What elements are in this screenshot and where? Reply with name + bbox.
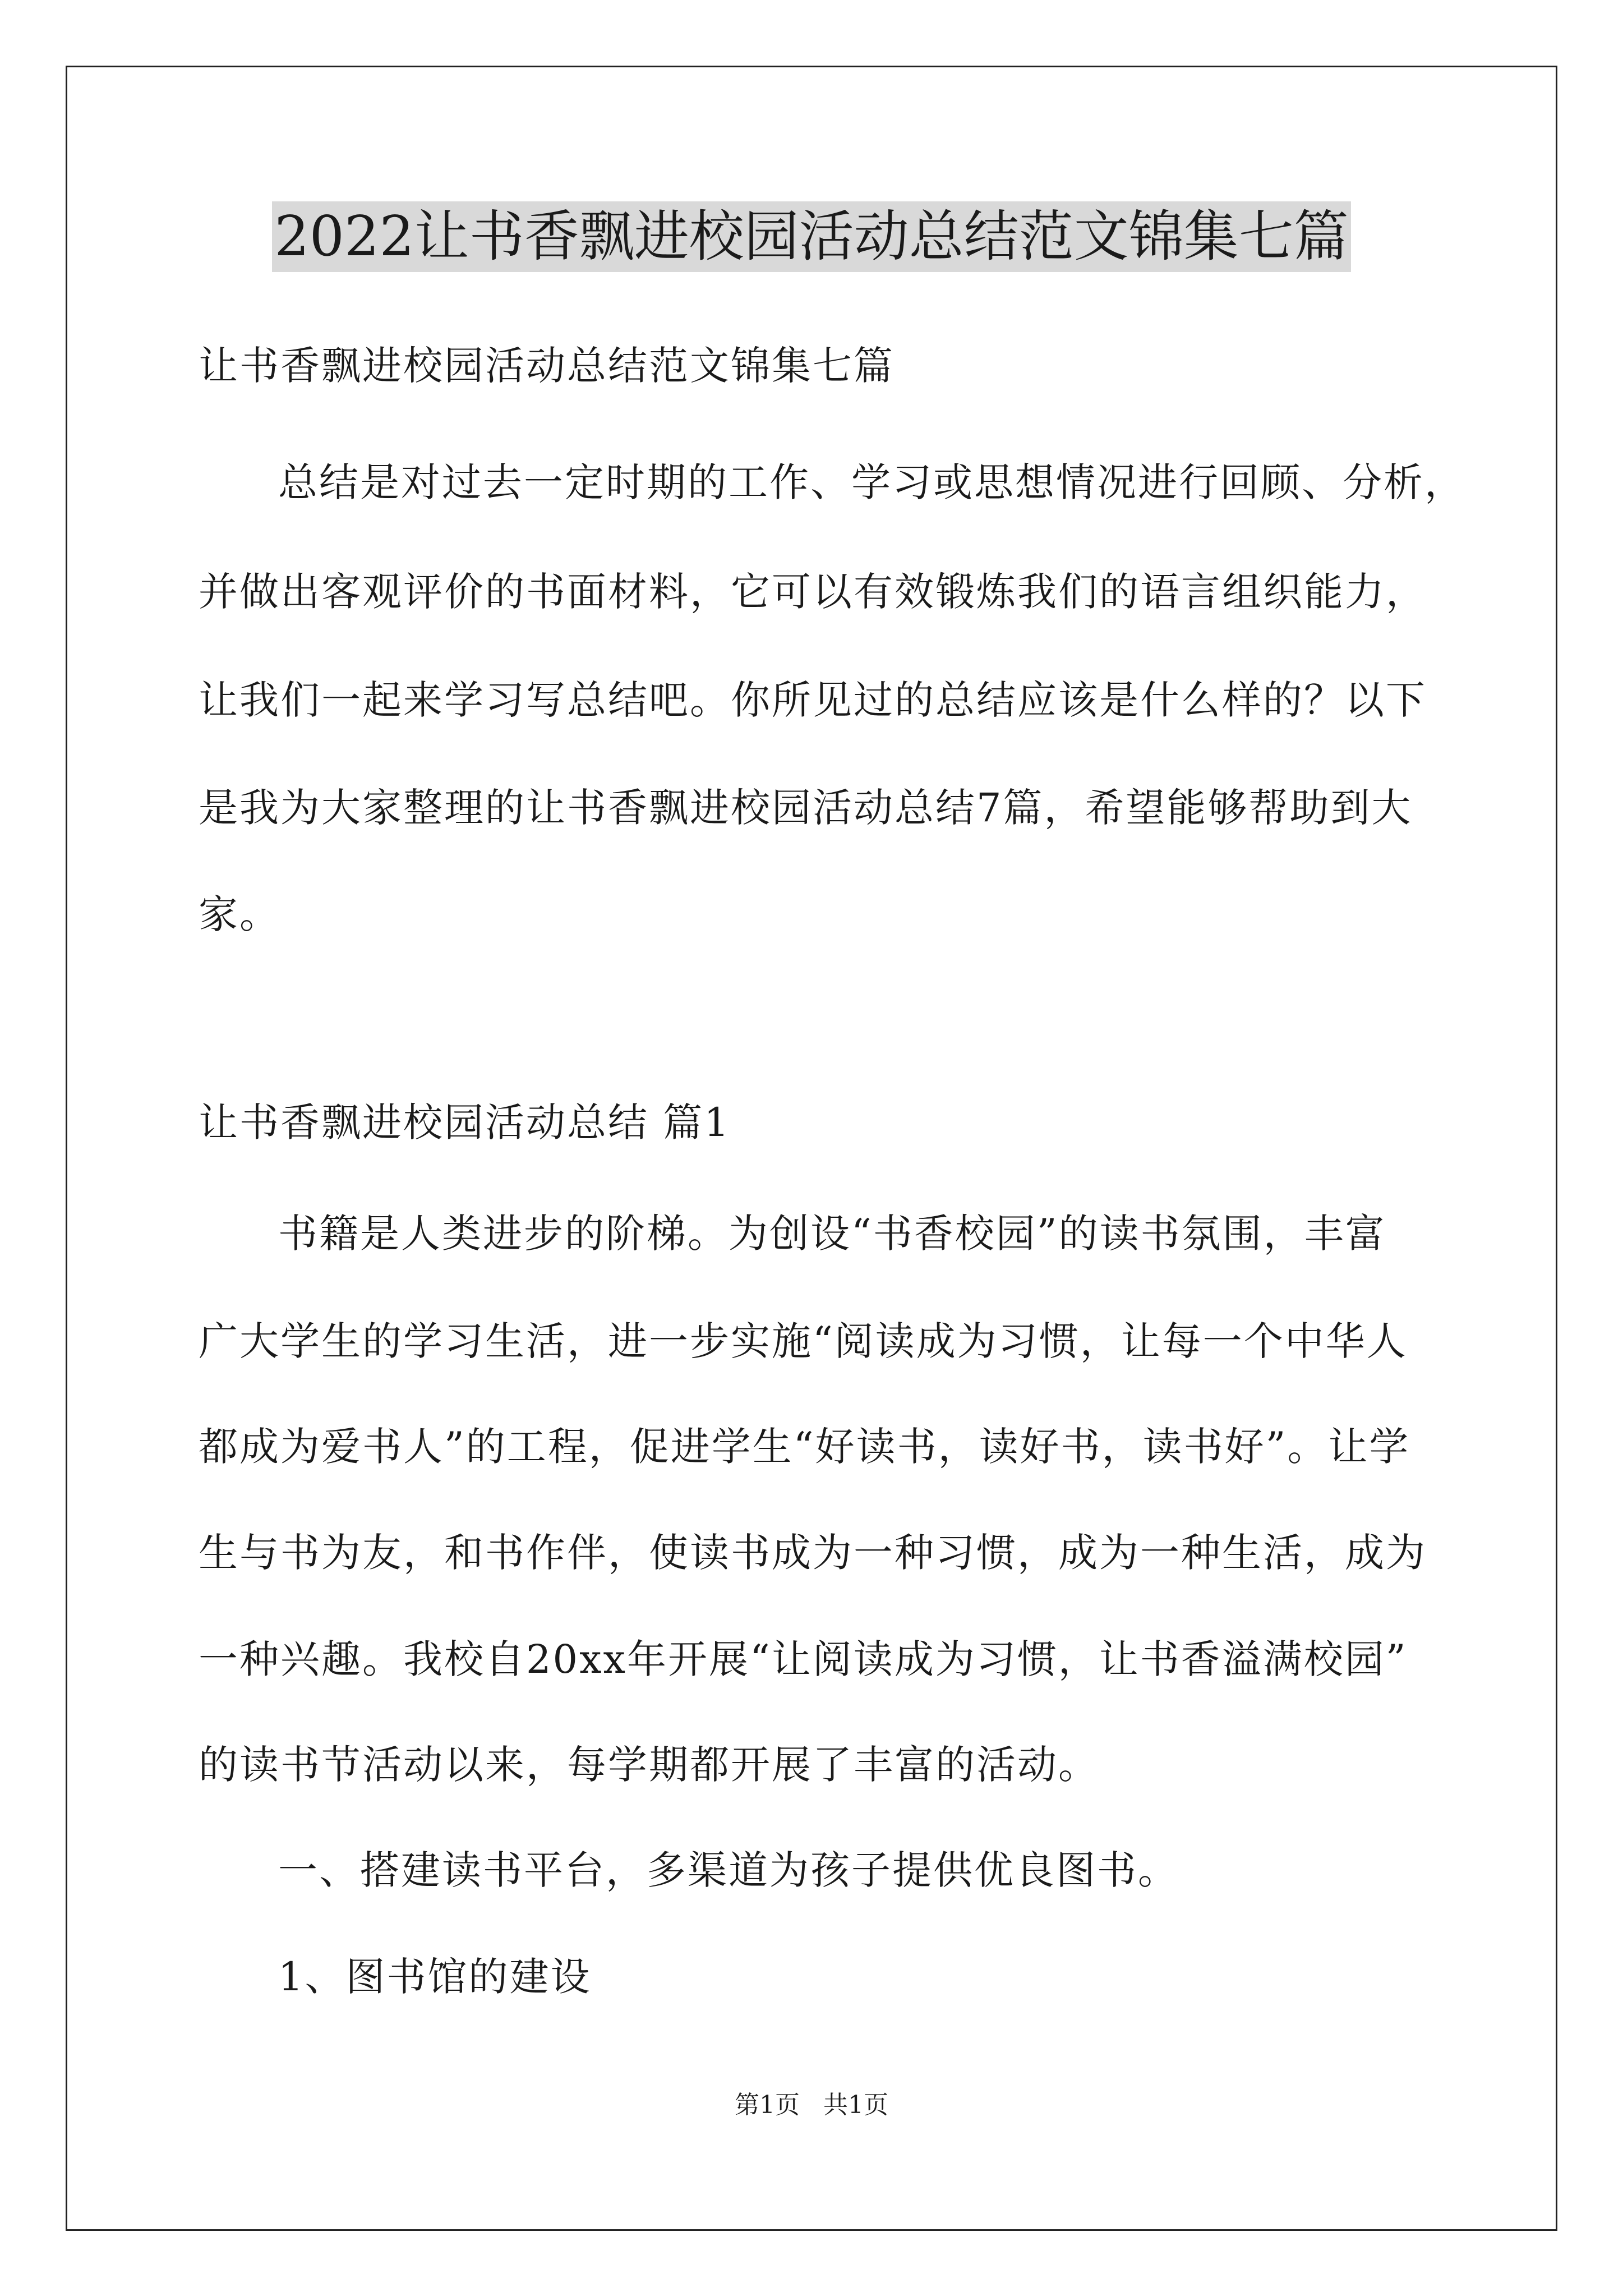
intro-line: 总结是对过去一定时期的工作、学习或思想情况进行回顾、分析，: [278, 459, 1465, 505]
document-title: 2022让书香飘进校园活动总结范文锦集七篇: [0, 197, 1623, 276]
intro-line: 是我为大家整理的让书香飘进校园活动总结7篇，希望能够帮助到大: [199, 785, 1413, 831]
body-line: 书籍是人类进步的阶梯。为创设“书香校园”的读书氛围，丰富: [278, 1211, 1386, 1257]
section-heading: 让书香飘进校园活动总结 篇1: [199, 1099, 731, 1145]
intro-line: 并做出客观评价的书面材料，它可以有效锻炼我们的语言组织能力，: [199, 569, 1427, 615]
intro-line: 家。: [199, 891, 280, 937]
intro-line: 让我们一起来学习写总结吧。你所见过的总结应该是什么样的？以下: [199, 677, 1427, 723]
body-line: 生与书为友，和书作伴，使读书成为一种习惯，成为一种生活，成为: [199, 1530, 1427, 1576]
point-heading: 一、搭建读书平台，多渠道为孩子提供优良图书。: [278, 1847, 1179, 1893]
body-line: 的读书节活动以来，每学期都开展了丰富的活动。: [199, 1742, 1099, 1788]
body-line: 一种兴趣。我校自20xx年开展“让阅读成为习惯，让书香溢满校园”: [199, 1636, 1408, 1682]
body-line: 广大学生的学习生活，进一步实施“阅读成为习惯，让每一个中华人: [199, 1318, 1408, 1364]
body-line: 都成为爱书人”的工程，促进学生“好读书，读好书，读书好”。让学: [199, 1424, 1410, 1470]
document-subtitle: 让书香飘进校园活动总结范文锦集七篇: [199, 343, 895, 389]
page-indicator: 第1页 共1页: [735, 2091, 888, 2119]
sub-point-heading: 1、图书馆的建设: [278, 1954, 592, 2000]
